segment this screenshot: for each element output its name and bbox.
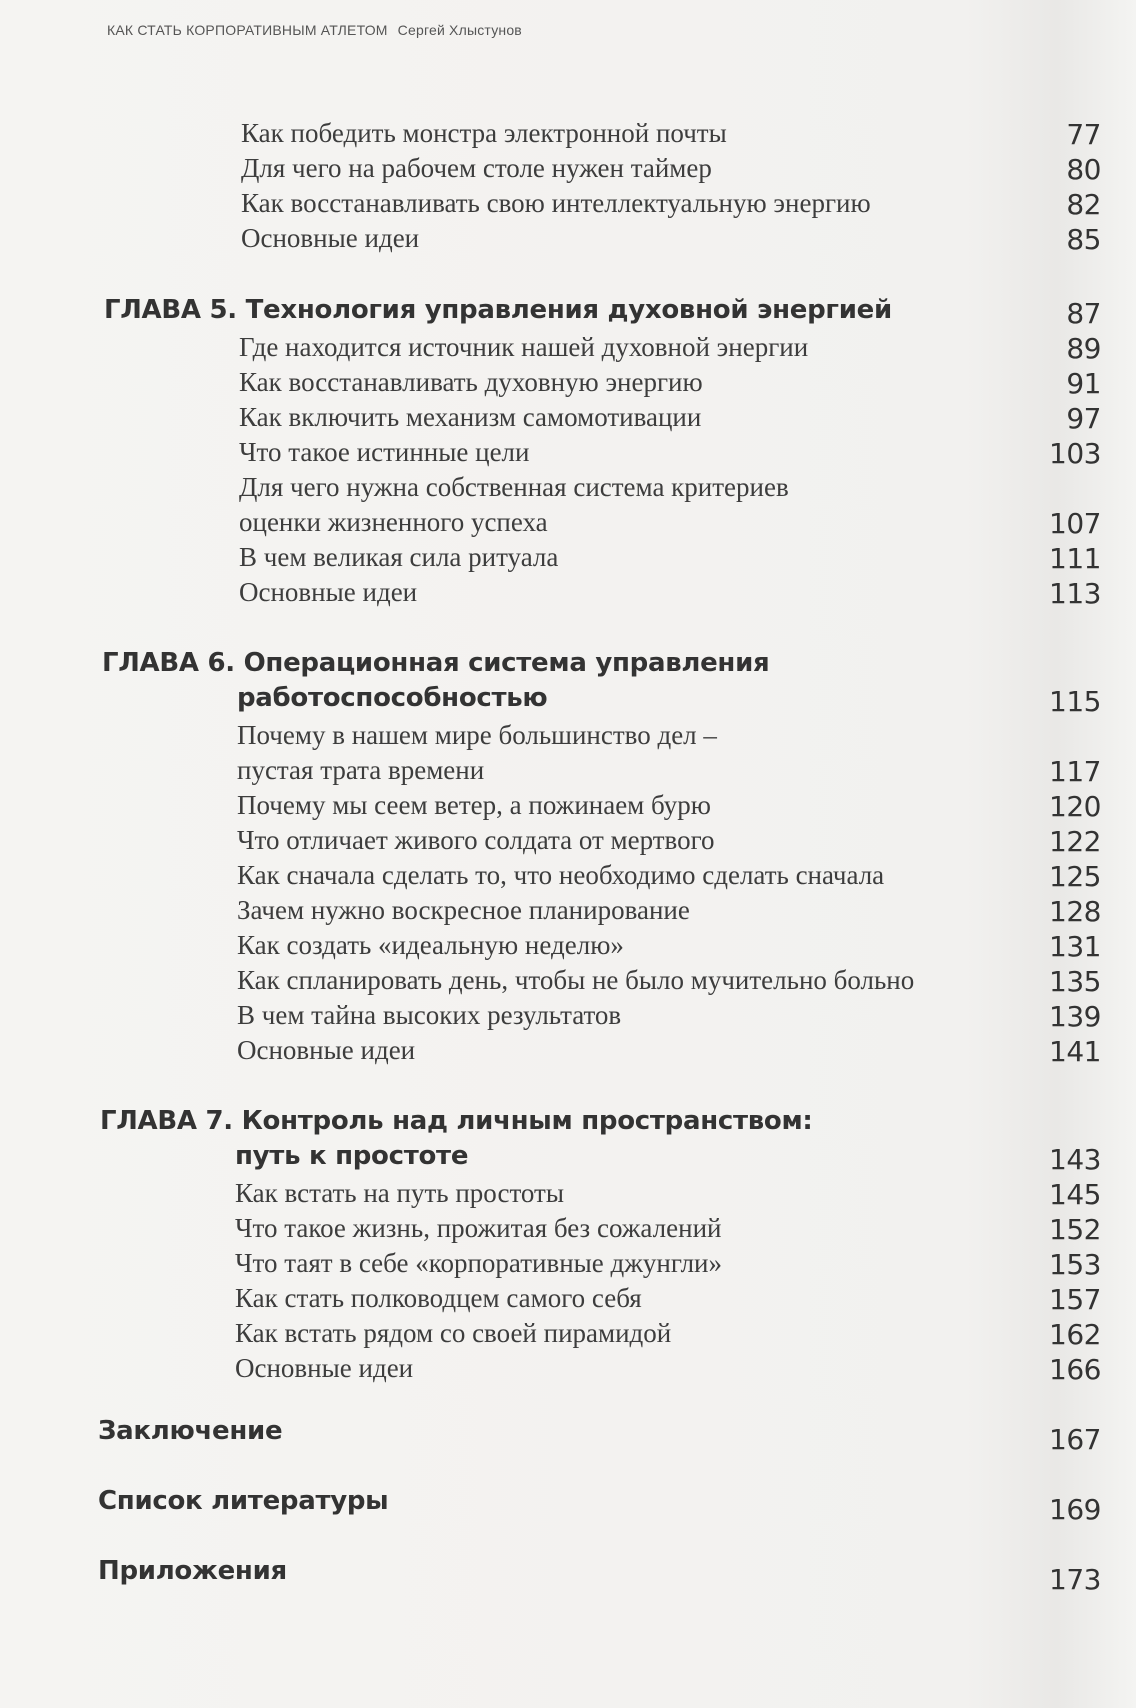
toc-item: Основные идеи <box>239 577 418 607</box>
page-number: 157 <box>1049 1283 1101 1316</box>
toc-item: В чем тайна высоких результатов <box>237 1000 622 1030</box>
page-number: 111 <box>1049 542 1101 575</box>
toc-item: Что такое жизнь, прожитая без сожалений <box>235 1213 722 1243</box>
toc-item: Как победить монстра электронной почты <box>241 118 727 148</box>
chapter-label: ГЛАВА 7. <box>100 1106 233 1136</box>
page-number: 122 <box>1049 825 1101 858</box>
toc-item: Как встать рядом со своей пирамидой <box>235 1318 672 1348</box>
page-number: 139 <box>1049 1000 1101 1033</box>
page-number: 97 <box>1066 402 1101 435</box>
page-number: 89 <box>1066 332 1101 365</box>
chapter-title: Операционная система управления <box>243 648 770 678</box>
chapter-title-continuation: путь к простоте <box>235 1141 469 1171</box>
chapter-heading <box>104 295 892 325</box>
toc-item: Почему в нашем мире большинство дел – <box>237 720 717 750</box>
chapter-title: Контроль над личным пространством: <box>241 1106 813 1136</box>
page-number: 103 <box>1049 437 1101 470</box>
chapter-page-number: 143 <box>1049 1143 1101 1176</box>
toc-item: Основные идеи <box>235 1353 414 1383</box>
toc-item: Для чего нужна собственная система критериев <box>239 472 789 502</box>
toc-item: Для чего на рабочем столе нужен таймер <box>241 153 712 183</box>
section-heading: Заключение <box>98 1416 283 1446</box>
page-number: 169 <box>1049 1493 1101 1526</box>
chapter-heading <box>102 648 769 678</box>
toc-item: Как сначала сделать то, что необходимо сделать сначала <box>237 860 885 890</box>
toc-item: В чем великая сила ритуала <box>239 542 559 572</box>
chapter-label: ГЛАВА 6. <box>102 648 235 678</box>
toc-item: Как восстанавливать свою интеллектуальную энергию <box>241 188 871 218</box>
chapter-page-number: 87 <box>1066 297 1101 330</box>
toc-item: Где находится источник нашей духовной энергии <box>239 332 809 362</box>
toc-item: Основные идеи <box>241 223 420 253</box>
toc-item: Как спланировать день, чтобы не было мучительно больно <box>237 965 915 995</box>
page-number: 153 <box>1049 1248 1101 1281</box>
page-number: 117 <box>1049 755 1101 788</box>
toc-item: Что отличает живого солдата от мертвого <box>237 825 715 855</box>
toc-item: Что таят в себе «корпоративные джунгли» <box>235 1248 723 1278</box>
page-number: 91 <box>1066 367 1101 400</box>
toc-item-continuation: оценки жизненного успеха <box>239 507 548 537</box>
toc-item: Основные идеи <box>237 1035 416 1065</box>
toc-item: Как восстанавливать духовную энергию <box>239 367 703 397</box>
toc-item: Как встать на путь простоты <box>235 1178 564 1208</box>
page-number: 77 <box>1066 118 1101 151</box>
page-number: 152 <box>1049 1213 1101 1246</box>
toc-item: Почему мы сеем ветер, а пожинаем бурю <box>237 790 711 820</box>
toc-item: Как включить механизм самомотивации <box>239 402 702 432</box>
author-name: Сергей Хлыстунов <box>397 22 522 38</box>
chapter-title: Технология управления духовной энергией <box>245 295 892 325</box>
page-number: 141 <box>1049 1035 1101 1068</box>
chapter-title-continuation: работоспособностью <box>237 683 548 713</box>
page-number: 120 <box>1049 790 1101 823</box>
chapter-heading <box>100 1106 813 1136</box>
toc-item: Что такое истинные цели <box>239 437 530 467</box>
page-number: 162 <box>1049 1318 1101 1351</box>
page-number: 113 <box>1049 577 1101 610</box>
page-number: 166 <box>1049 1353 1101 1386</box>
page-number: 145 <box>1049 1178 1101 1211</box>
page-number: 131 <box>1049 930 1101 963</box>
chapter-label: ГЛАВА 5. <box>104 295 237 325</box>
page-number: 80 <box>1066 153 1101 186</box>
toc-item: Зачем нужно воскресное планирование <box>237 895 690 925</box>
section-heading: Список литературы <box>98 1486 389 1516</box>
toc-item: Как стать полководцем самого себя <box>235 1283 642 1313</box>
page-number: 107 <box>1049 507 1101 540</box>
running-head <box>107 22 522 38</box>
toc-item: Как создать «идеальную неделю» <box>237 930 624 960</box>
page-number: 128 <box>1049 895 1101 928</box>
book-title: КАК СТАТЬ КОРПОРАТИВНЫМ АТЛЕТОМ <box>107 22 388 38</box>
page-number: 85 <box>1066 223 1101 256</box>
page-number: 167 <box>1049 1423 1101 1456</box>
page-number: 125 <box>1049 860 1101 893</box>
toc-item-continuation: пустая трата времени <box>237 755 485 785</box>
page-number: 82 <box>1066 188 1101 221</box>
chapter-page-number: 115 <box>1049 685 1101 718</box>
page-number: 173 <box>1049 1563 1101 1596</box>
page-number: 135 <box>1049 965 1101 998</box>
section-heading: Приложения <box>98 1556 287 1586</box>
